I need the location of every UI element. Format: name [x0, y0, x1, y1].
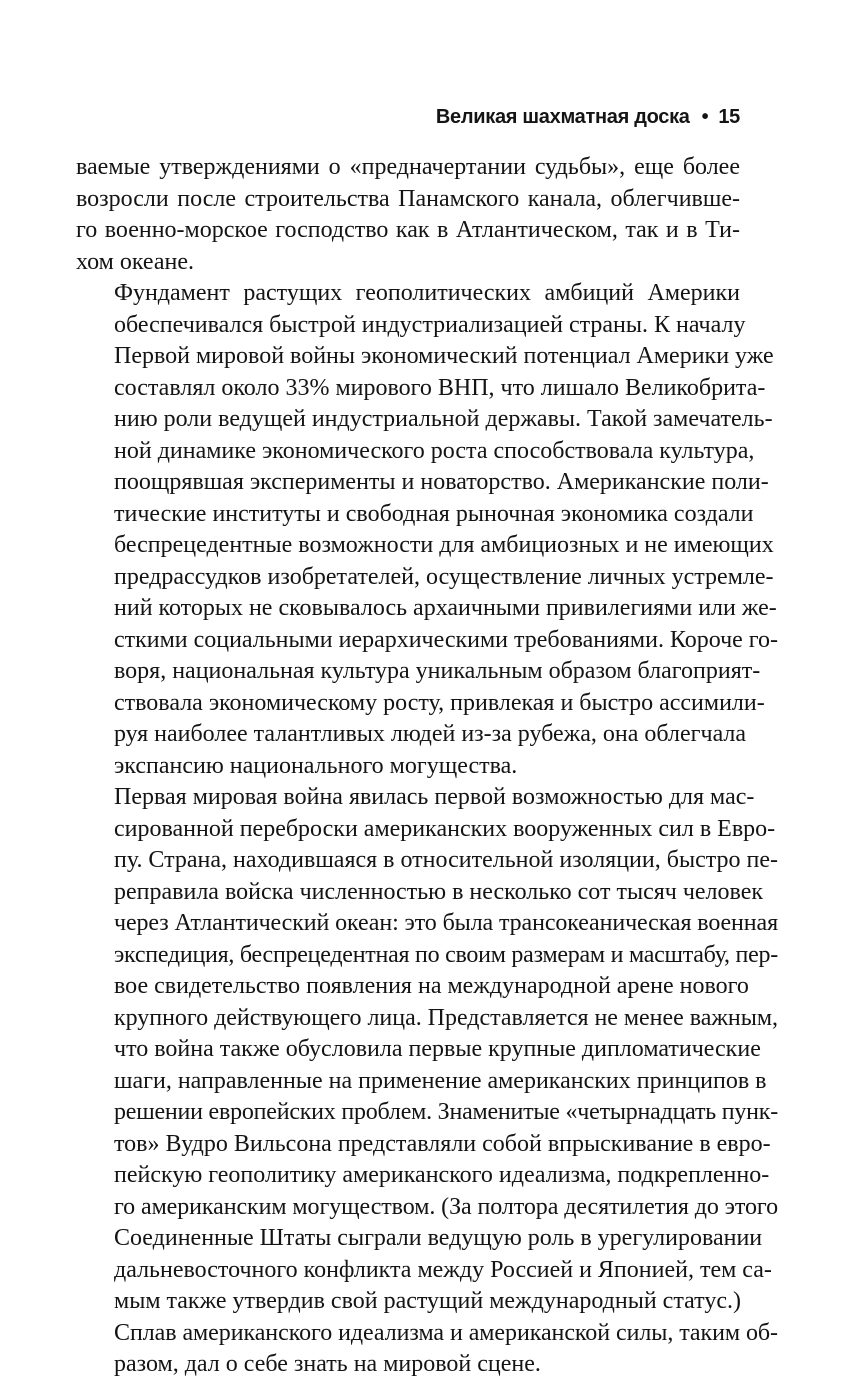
- text-line: ствовала экономическому росту, привлекая и быстро ассимили-: [114, 689, 765, 716]
- text-line: пу. Страна, находившаяся в относительной изоляции, быстро пе-: [114, 847, 778, 873]
- text-line: воря, национальная культура уникальным образом благоприят-: [114, 658, 761, 684]
- running-head: [436, 104, 740, 130]
- text-line: Соединенные Штаты сыграли ведущую роль в урегулировании: [114, 1225, 763, 1251]
- text-line: поощрявшая эксперименты и новаторство. Американские поли-: [114, 469, 769, 495]
- text-line: Сплав американского идеализма и американской силы, таким об-: [114, 1319, 778, 1346]
- text-line: предрассудков изобретателей, осуществление личных устремле-: [114, 563, 774, 590]
- bullet-separator: •: [701, 106, 709, 128]
- text-line: шаги, направленные на применение американских принципов в: [114, 1067, 767, 1094]
- text-line: обеспечивался быстрой индустриализацией страны. К началу: [114, 311, 746, 338]
- text-line: крупного действующего лица. Представляется не менее важным,: [114, 1004, 778, 1031]
- text-line: мым также утвердив свой растущий международный статус.): [114, 1288, 741, 1314]
- text-line: экспедиция, беспрецедентная по своим размерам и масштабу, пер-: [114, 941, 778, 968]
- text-line: вое свидетельство появления на международной арене нового: [114, 973, 749, 999]
- text-line: ний которых не сковывалось архаичными привилегиями или же-: [114, 595, 777, 621]
- text-line: Фундамент растущих геополитических амбиций Америки: [114, 280, 740, 306]
- running-head-title: Великая шахматная доска: [435, 106, 690, 128]
- text-line: го американским могуществом. (За полтора десятилетия до этого: [114, 1193, 778, 1220]
- text-line: тические институты и свободная рыночная экономика создали: [114, 500, 754, 527]
- text-line: ной динамике экономического роста способствовала культура,: [114, 437, 755, 464]
- text-line: Первой мировой войны экономический потенциал Америки уже: [114, 343, 774, 369]
- text-line: разом, дал о себе знать на мировой сцене.: [114, 1351, 541, 1377]
- text-line: пейскую геополитику американского идеализма, подкрепленно-: [114, 1162, 770, 1188]
- text-line: возросли после строительства Панамского канала, облегчивше-: [76, 185, 740, 212]
- text-line: что война также обусловила первые крупные дипломатические: [114, 1036, 761, 1062]
- paragraph-3: [76, 782, 779, 1381]
- text-line: Первая мировая война явилась первой возможностью для мас-: [114, 784, 755, 810]
- text-line: ваемые утверждениями о «предначертании судьбы», еще более: [76, 154, 740, 180]
- text-line: сткими социальными иерархическими требованиями. Короче го-: [114, 626, 778, 653]
- paragraph-2: [76, 278, 778, 782]
- text-line: нию роли ведущей индустриальной державы. Такой замечатель-: [114, 406, 773, 432]
- text-line: реправила войска численностью в несколько сот тысяч человек: [114, 878, 764, 905]
- text-line: тов» Вудро Вильсона представляли собой впрыскивание в евро-: [114, 1130, 771, 1157]
- text-line: го военно-морское господство как в Атлантическом, так и в Ти-: [76, 217, 740, 243]
- text-line: беспрецедентные возможности для амбициозных и не имеющих: [114, 532, 774, 558]
- text-line: экспансию национального могущества.: [114, 752, 518, 779]
- page-number: 15: [718, 106, 740, 128]
- text-line: решении европейских проблем. Знаменитые «четырнадцать пунк-: [114, 1099, 778, 1125]
- text-line: руя наиболее талантливых людей из-за рубежа, она облегчала: [114, 721, 747, 747]
- text-line: хом океане.: [76, 248, 194, 275]
- text-line: через Атлантический океан: это была трансокеаническая военная: [114, 910, 779, 936]
- text-line: составлял около 33% мирового ВНП, что лишало Великобрита-: [114, 374, 766, 401]
- text-line: сированной переброски американских вооруженных сил в Евро-: [114, 815, 776, 842]
- paragraph-1: [76, 152, 740, 278]
- text-line: дальневосточного конфликта между Россией и Японией, тем са-: [114, 1256, 772, 1283]
- body-text: [76, 152, 779, 1381]
